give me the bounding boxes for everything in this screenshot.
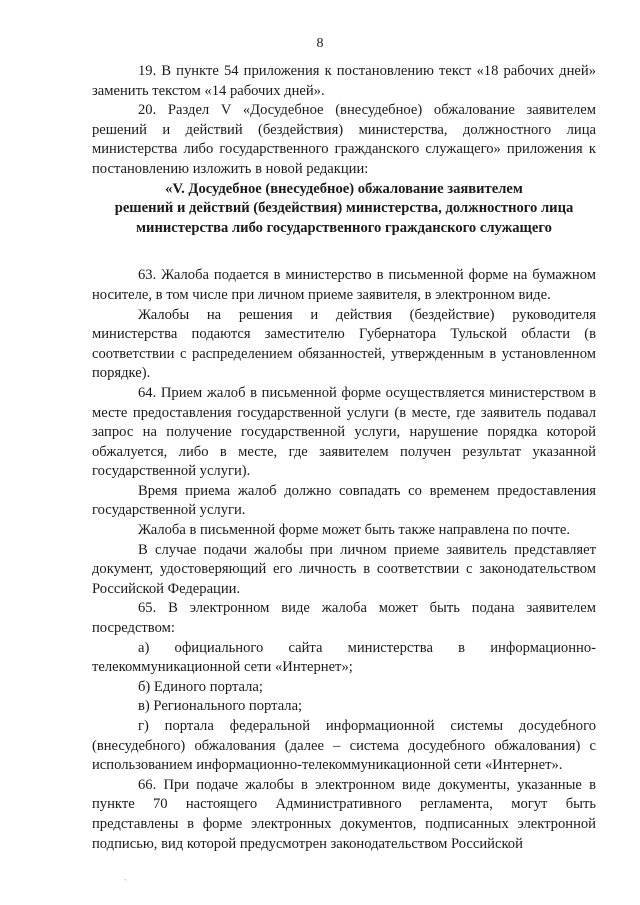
list-item-b: б) Единого портала; xyxy=(138,678,263,695)
paragraph-20: 20. Раздел V «Досудебное (внесудебное) обжалование заявителем решений и действий (бездействия) министерства, должностного лица министерства либо государственного гражданского служащего» приложения к постановлению изложить в новой редакции: xyxy=(92,102,596,177)
list-item-v: в) Регионального портала; xyxy=(138,698,303,715)
section-title-line-3: министерства либо государственного гражданского служащего xyxy=(136,219,552,236)
section-title xyxy=(92,180,596,239)
list-item-a: а) официального сайта министерства в информационно-телекоммуникационной сети «Интернет»; xyxy=(92,639,596,676)
paragraph-66: 66. При подаче жалобы в электронном виде документы, указанные в пункте 70 настоящего Административного регламента, могут быть представлены в форме электронных документов, подписанных электронной подписью, вид которой предусмотрен законодательством Российской xyxy=(92,776,596,852)
paragraph-63: 63. Жалоба подается в министерство в письменной форме на бумажном носителе, в том числе при личном приеме заявителя, в электронном виде. xyxy=(92,267,596,303)
paragraph-by-mail: Жалоба в письменной форме может быть также направлена по почте. xyxy=(138,522,571,539)
document-body xyxy=(92,62,596,854)
scan-mark: ` xyxy=(124,878,127,887)
section-title-line-2: решений и действий (бездействия) министерства, должностного лица xyxy=(114,200,574,217)
section-title-line-1: «V. Досудебное (внесудебное) обжалование заявителем xyxy=(165,180,523,197)
paragraph-64: 64. Прием жалоб в письменной форме осуществляется министерством в месте предоставления государственной услуги (в месте, где заявитель подавал запрос на получение государственной услуги, нарушение порядка которой обжалуется, либо в месте, где заявителем получен результат указанной государственной услуги). xyxy=(92,384,596,480)
paragraph-personal-reception: В случае подачи жалобы при личном приеме заявитель представляет документ, удостоверяющий его личность в соответствии с законодательством Российской Федерации. xyxy=(92,541,596,597)
page-number: 8 xyxy=(316,36,324,51)
paragraph-65: 65. В электронном виде жалоба может быть подана заявителем посредством: xyxy=(92,600,596,637)
list-item-g: г) портала федеральной информационной системы досудебного (внесудебного) обжалования (далее – система досудебного обжалования) с использованием информационно-телекоммуникационной сети «Интернет». xyxy=(92,718,596,774)
paragraph-complaints-head: Жалобы на решения и действия (бездействие) руководителя министерства подаются заместителю Губернатора Тульской области (в соответствии с распределением обязанностей, утвержденным в установленном порядке). xyxy=(92,306,596,382)
paragraph-19: 19. В пункте 54 приложения к постановлению текст «18 рабочих дней» заменить текстом «14 рабочих дней». xyxy=(92,63,596,99)
paragraph-reception-time: Время приема жалоб должно совпадать со временем предоставления государственной услуги. xyxy=(92,482,596,519)
